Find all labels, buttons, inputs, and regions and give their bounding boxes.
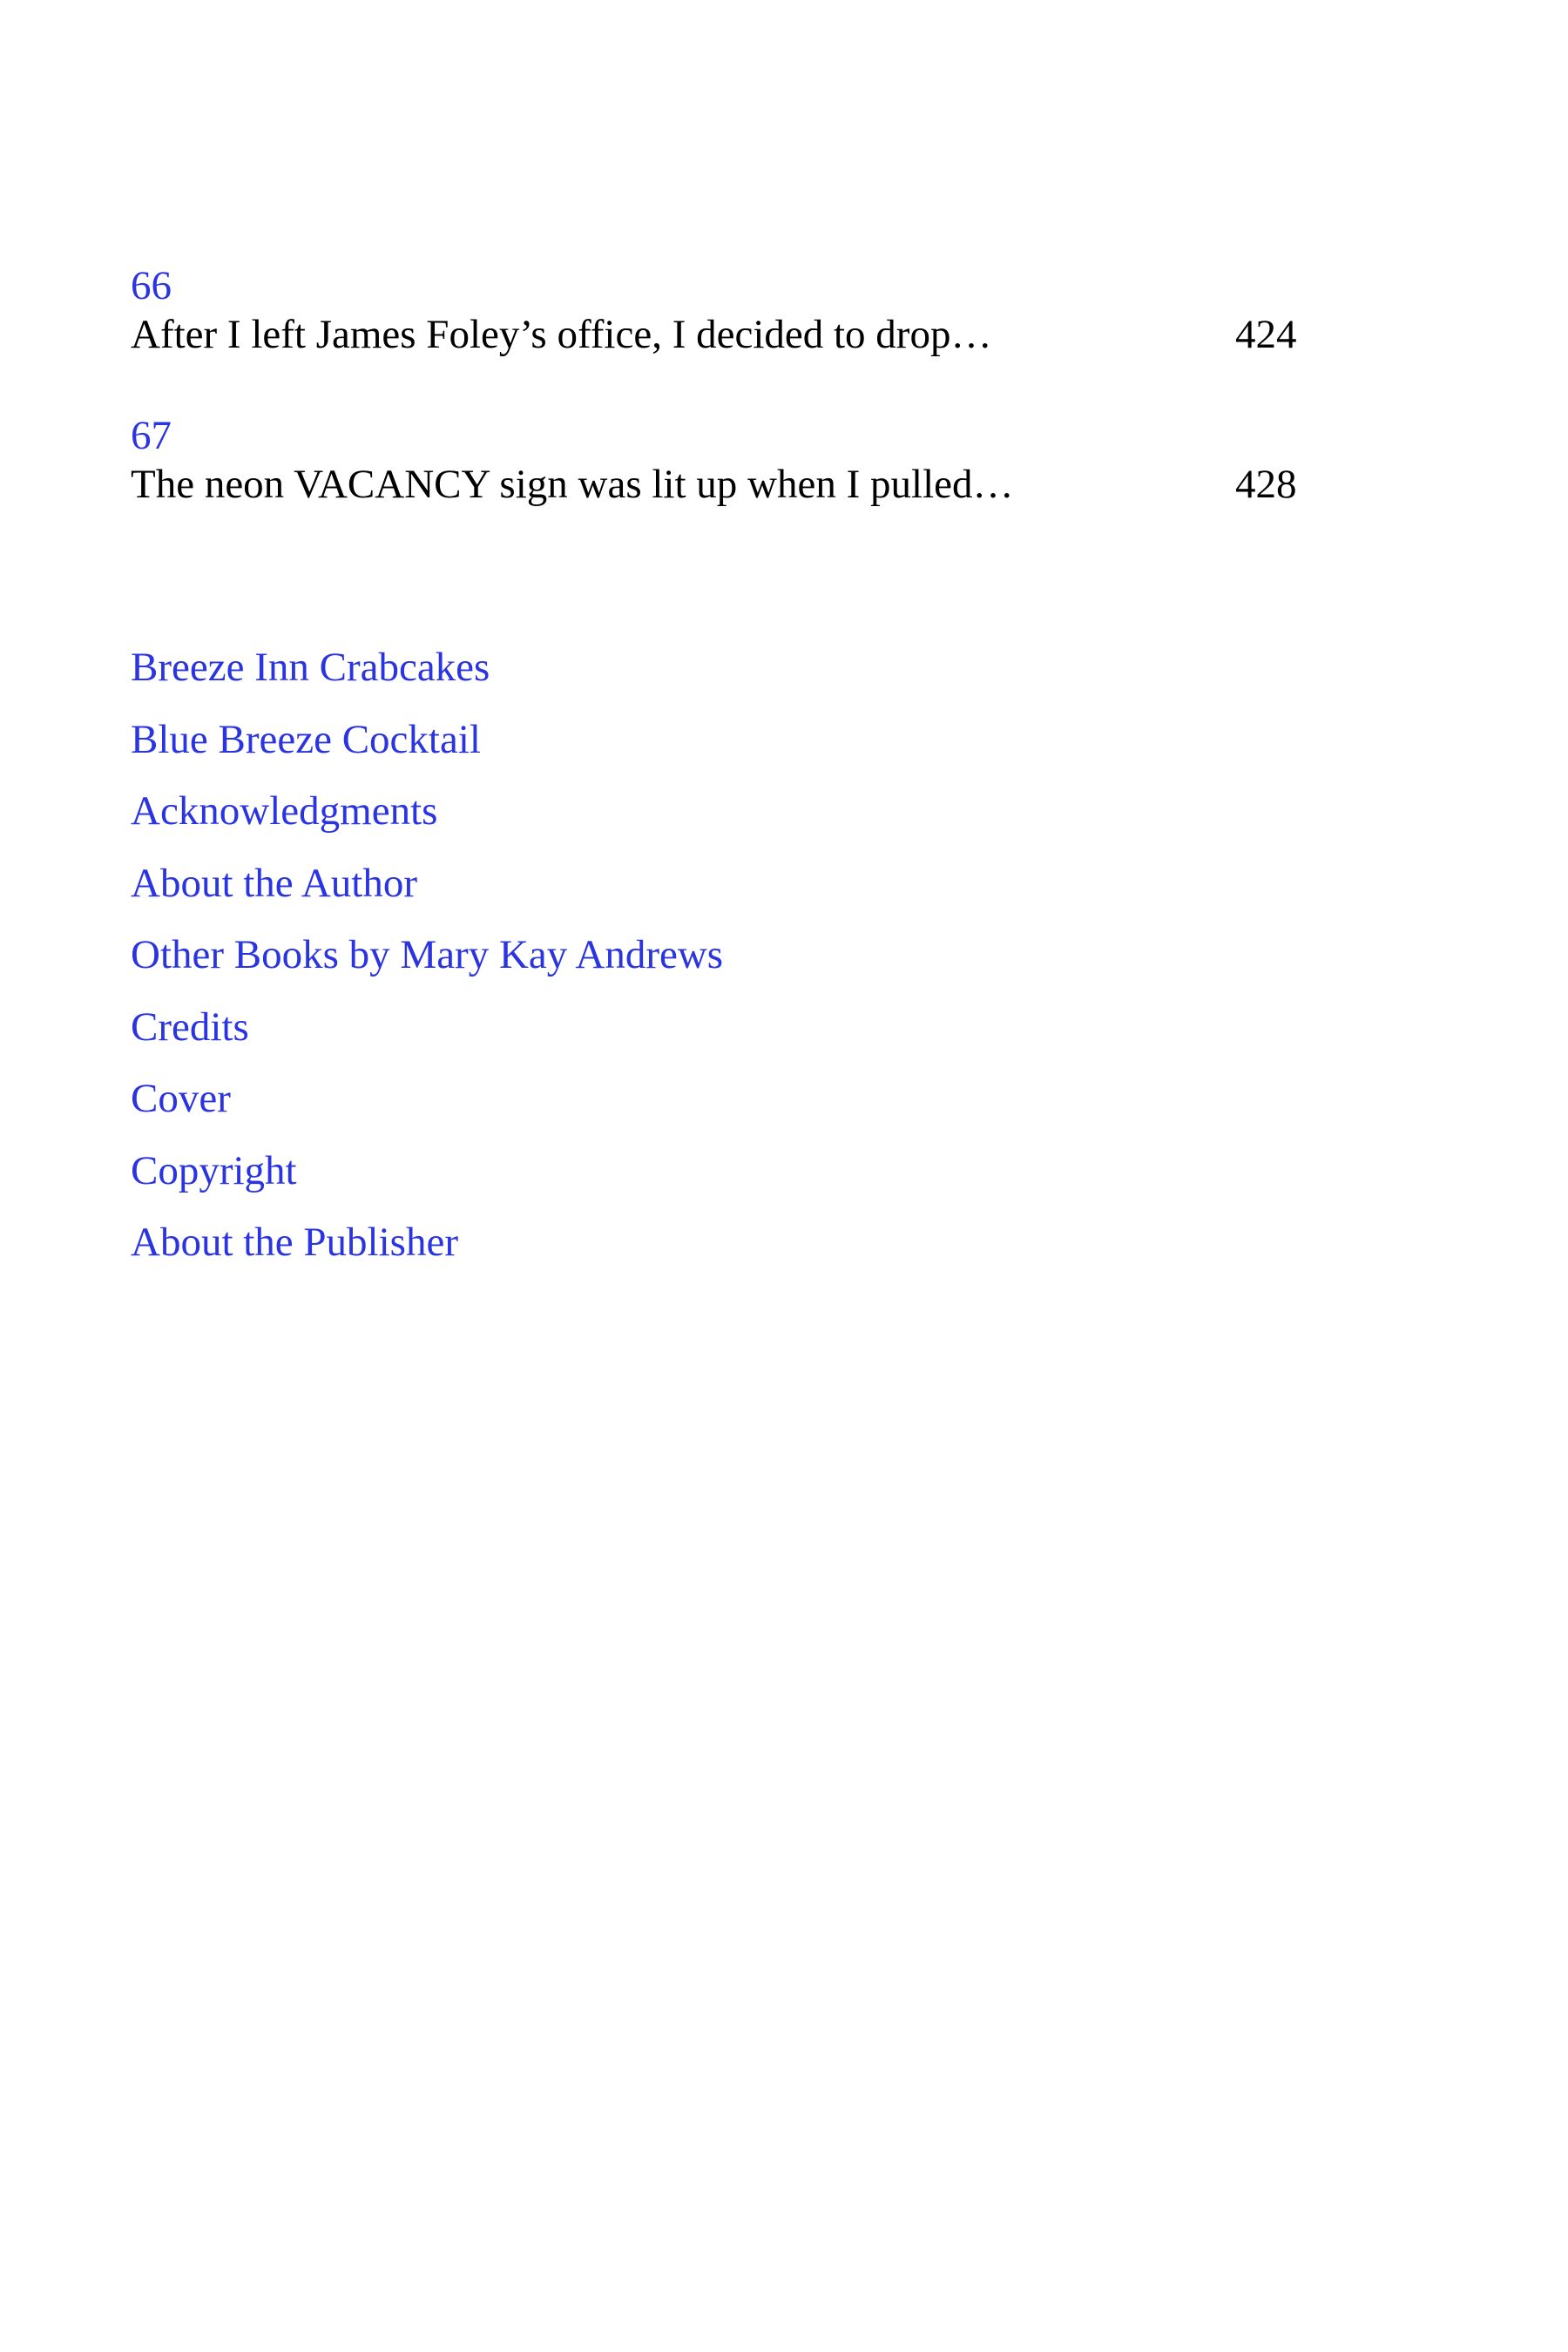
- back-matter-link-acknowledgments[interactable]: Acknowledgments: [131, 788, 438, 834]
- chapter-row: [131, 310, 1307, 362]
- back-matter-link-other-books[interactable]: Other Books by Mary Kay Andrews: [131, 932, 724, 977]
- chapter-page-number: 424: [1235, 312, 1297, 357]
- back-matter-link-copyright[interactable]: Copyright: [131, 1147, 297, 1193]
- chapter-excerpt: The neon VACANCY sign was lit up when I pulled…: [131, 462, 1014, 507]
- toc-chapter-entry: [131, 261, 1307, 362]
- back-matter-link-about-author[interactable]: About the Author: [131, 860, 417, 906]
- toc-chapter-entry: [131, 411, 1307, 512]
- chapter-number-link[interactable]: 67: [131, 413, 172, 458]
- chapter-row: [131, 460, 1307, 512]
- chapter-number-link[interactable]: 66: [131, 263, 172, 308]
- back-matter-link-cocktail[interactable]: Blue Breeze Cocktail: [131, 716, 481, 762]
- back-matter-link-about-publisher[interactable]: About the Publisher: [131, 1220, 458, 1265]
- back-matter-link-cover[interactable]: Cover: [131, 1076, 231, 1121]
- back-matter-list: [131, 632, 723, 1279]
- chapter-excerpt: After I left James Foley’s office, I decided to drop…: [131, 312, 992, 357]
- chapter-page-number: 428: [1235, 462, 1297, 507]
- back-matter-link-credits[interactable]: Credits: [131, 1004, 249, 1050]
- back-matter-link-crabcakes[interactable]: Breeze Inn Crabcakes: [131, 645, 490, 690]
